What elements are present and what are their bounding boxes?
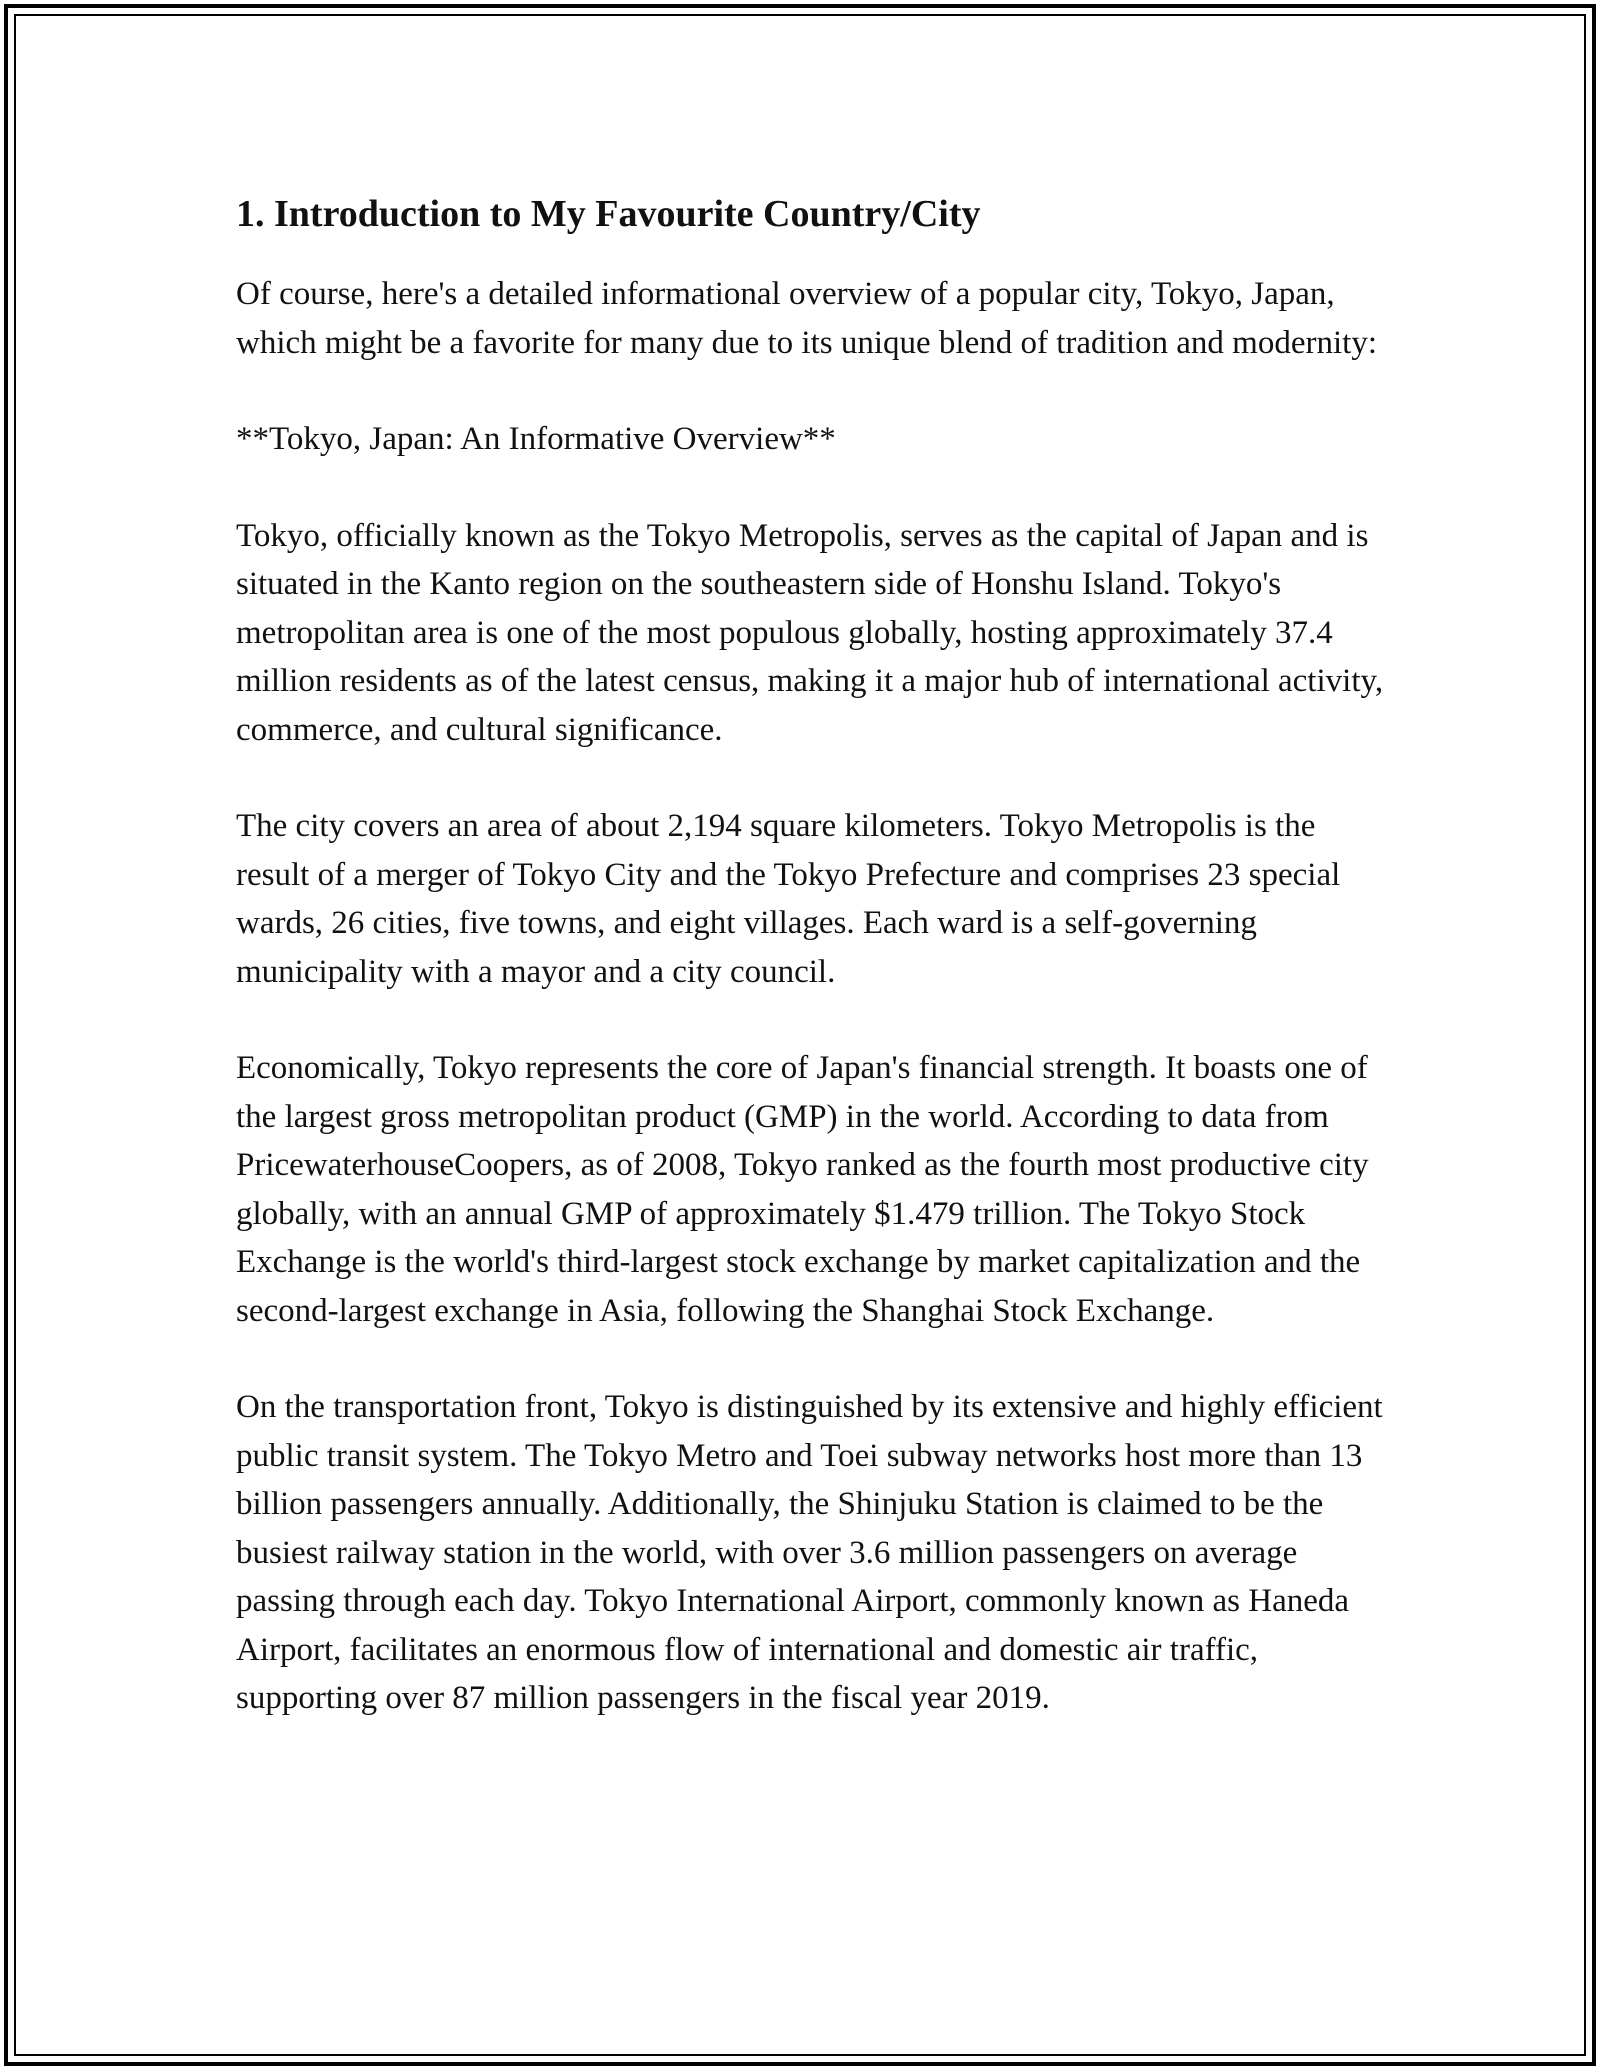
paragraph-transportation: On the transportation front, Tokyo is distinguished by its extensive and highly efficient public transit system. The Tokyo Metro and Toei subway networks host more than 13 billion passengers annually. Additionally, the Shinjuku Station is claimed to be the busiest railway station in the world, with over 3.6 million passengers on average passing through each day. Tokyo International Airport, commonly known as Haneda Airport, facilitates an enormous flow of international and domestic air traffic, supporting over 87 million passengers in the fiscal year 2019.	[236, 1389, 1383, 1716]
section-heading: 1. Introduction to My Favourite Country/City	[236, 193, 981, 235]
paragraph-economy: Economically, Tokyo represents the core of Japan's financial strength. It boasts one of the largest gross metropolitan product (GMP) in the world. According to data from PricewaterhouseCoopers, as of 2008, Tokyo ranked as the fourth most productive city globally, with an annual GMP of approximately $1.479 trillion. The Tokyo Stock Exchange is the world's third-largest stock exchange by market capitalization and the second-largest exchange in Asia, following the Shanghai Stock Exchange.	[236, 1050, 1369, 1329]
paragraph-location: Tokyo, officially known as the Tokyo Metropolis, serves as the capital of Japan and is situated in the Kanto region on the southeastern side of Honshu Island. Tokyo's metropolitan area is one of the most populous globally, hosting approximately 37.4 million residents as of the latest census, making it a major hub of international activity, commerce, and cultural significance.	[236, 517, 1384, 748]
paragraph-intro: Of course, here's a detailed informational overview of a popular city, Tokyo, Japan, which might be a favorite for many due to its unique blend of tradition and modernity:	[236, 276, 1377, 361]
paragraph-area: The city covers an area of about 2,194 square kilometers. Tokyo Metropolis is the result of a merger of Tokyo City and the Tokyo Prefecture and comprises 23 special wards, 26 cities, five towns, and eight villages. Each ward is a self-governing municipality with a mayor and a city council.	[236, 808, 1341, 990]
paragraph-overview-title: **Tokyo, Japan: An Informative Overview**	[236, 421, 836, 457]
document-body	[236, 186, 1386, 1771]
